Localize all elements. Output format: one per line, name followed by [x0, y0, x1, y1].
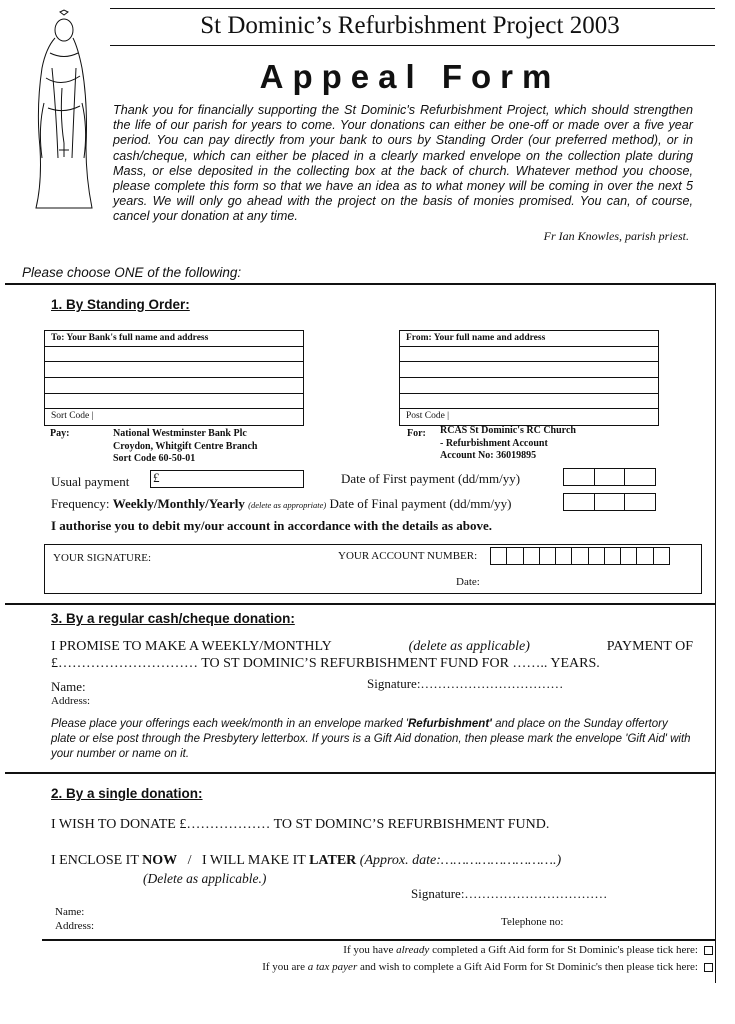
- account-number-input[interactable]: [490, 547, 670, 565]
- single-donation-heading: 2. By a single donation:: [51, 786, 203, 801]
- bank-address-line[interactable]: [45, 347, 303, 363]
- your-signature-label: YOUR SIGNATURE:: [53, 552, 152, 564]
- priest-signoff: Fr Ian Knowles, parish priest.: [543, 229, 689, 243]
- bank-address-line[interactable]: [45, 362, 303, 378]
- for-details: [440, 425, 576, 463]
- currency-symbol: £: [153, 470, 160, 485]
- page-title: St Dominic’s Refurbishment Project 2003: [200, 12, 620, 39]
- telephone-label: Telephone no:: [501, 916, 564, 928]
- for-account-name: - Refurbishment Account: [440, 437, 548, 449]
- pay-details: [113, 428, 257, 466]
- pay-bank-branch: Croydon, Whitgift Centre Branch: [113, 440, 258, 452]
- section2-top-rule: [5, 772, 715, 774]
- frequency-row: [51, 496, 511, 512]
- signature-box[interactable]: [44, 544, 702, 594]
- pay-bank-name: National Westminster Bank Plc: [113, 428, 247, 439]
- cash-envelope-note: Please place your offerings each week/month in an envelope marked 'Refurbishment' and place on the Sunday offertory plate or else post through the Presbytery letterbox. If yours is a Gift Aid donation, then please mark the envelope 'Gift Aid' with your number or name on it.: [51, 718, 691, 760]
- donate-line[interactable]: I WISH TO DONATE £……………… TO ST DOMINC’S REFURBISHMENT FUND.: [51, 817, 550, 832]
- first-payment-date-input[interactable]: [563, 468, 656, 486]
- post-code-label: Post Code |: [406, 411, 450, 422]
- section1-top-rule: [5, 283, 715, 285]
- frequency-delete-note: (delete as appropriate): [248, 500, 327, 510]
- cash-donation-heading: 3. By a regular cash/cheque donation:: [51, 611, 295, 626]
- bank-address-box[interactable]: [44, 330, 304, 426]
- cash-name-label: Name:: [51, 679, 86, 694]
- cash-address-label: Address:: [51, 695, 91, 707]
- payer-address-line[interactable]: [400, 378, 658, 394]
- promise-delete-note: (delete as applicable): [408, 639, 530, 654]
- gift-aid-taxpayer-checkbox[interactable]: [704, 963, 713, 972]
- bank-address-label: To: Your Bank's full name and address: [45, 331, 303, 347]
- for-church-name: RCAS St Dominic's RC Church: [440, 425, 576, 436]
- frequency-options[interactable]: Weekly/Monthly/Yearly: [112, 496, 245, 511]
- single-signature-line[interactable]: Signature:……………………………: [411, 886, 608, 901]
- account-number-label: YOUR ACCOUNT NUMBER:: [338, 550, 478, 562]
- title-top-rule: [110, 8, 715, 9]
- bank-address-line[interactable]: [45, 378, 303, 394]
- saint-dominic-illustration: [22, 8, 102, 213]
- single-delete-note: (Delete as applicable.): [143, 871, 267, 886]
- form-subtitle: Appeal Form: [259, 58, 561, 95]
- frequency-label: Frequency:: [51, 496, 110, 511]
- for-label: For:: [407, 428, 426, 439]
- final-payment-date-input[interactable]: [563, 493, 656, 511]
- gift-aid-already-line: If you have already completed a Gift Aid form for St Dominic's please tick here:: [343, 944, 713, 956]
- standing-order-heading: 1. By Standing Order:: [51, 297, 190, 312]
- single-address-label: Address:: [55, 920, 95, 932]
- promise-text: I PROMISE TO MAKE A WEEKLY/MONTHLY: [51, 639, 332, 654]
- gift-aid-top-rule: [42, 939, 715, 941]
- payer-address-line[interactable]: [400, 347, 658, 363]
- final-payment-label: Date of Final payment (dd/mm/yy): [329, 496, 512, 511]
- single-name-label: Name:: [55, 906, 85, 918]
- gift-aid-already-checkbox[interactable]: [704, 946, 713, 955]
- usual-payment-input[interactable]: [150, 470, 304, 488]
- gift-aid-taxpayer-line: If you are a tax payer and wish to complete a Gift Aid Form for St Dominic's then please tick here:: [262, 961, 713, 973]
- cash-signature-line[interactable]: Signature:……………………………: [367, 676, 564, 691]
- pay-label: Pay:: [50, 428, 70, 439]
- usual-payment-label: Usual payment: [51, 474, 130, 489]
- payer-address-box[interactable]: [399, 330, 659, 426]
- enclose-line[interactable]: I ENCLOSE IT NOW / I WILL MAKE IT LATER (Approx. date:……………………….): [51, 853, 562, 868]
- intro-paragraph: Thank you for financially supporting the St Dominic's Refurbishment Project, which should strengthen the life of our parish for years to come. Your donations can either be one-off or made over a five year period. You can pay directly from your bank to ours by Standing Order (our preferred method), or in cash/cheque, which can either be placed in a clearly marked envelope on the collection plate during Mass, or else deposited in the collecting box at the back of church. Whatever method you choose, please complete this form so that we have an idea as to what money will be coming in over the next 5 years. We will only go ahead with the project on the basis of monies promised. You can, of course, cancel your donation at any time.: [113, 103, 693, 224]
- section3-top-rule: [5, 603, 715, 605]
- authorise-text: I authorise you to debit my/our account in accordance with the details as above.: [51, 518, 493, 533]
- pay-sort-code: Sort Code 60-50-01: [113, 453, 196, 464]
- first-payment-label: Date of First payment (dd/mm/yy): [341, 471, 521, 486]
- payer-address-label: From: Your full name and address: [400, 331, 658, 347]
- for-account-number: Account No: 36019895: [440, 450, 537, 461]
- payer-address-line[interactable]: [400, 394, 658, 410]
- sort-code-label: Sort Code |: [51, 411, 94, 422]
- promise-line-1: [51, 639, 693, 655]
- promise-payment-of: PAYMENT OF: [606, 639, 693, 654]
- choose-instruction: Please choose ONE of the following:: [22, 265, 242, 280]
- title-bottom-rule: [110, 45, 715, 46]
- bank-address-line[interactable]: [45, 394, 303, 410]
- date-label: Date:: [456, 576, 480, 588]
- form-right-border: [715, 283, 716, 983]
- promise-line-2[interactable]: £………………………… TO ST DOMINIC’S REFURBISHMENT FUND FOR …….. YEARS.: [51, 656, 600, 671]
- payer-address-line[interactable]: [400, 362, 658, 378]
